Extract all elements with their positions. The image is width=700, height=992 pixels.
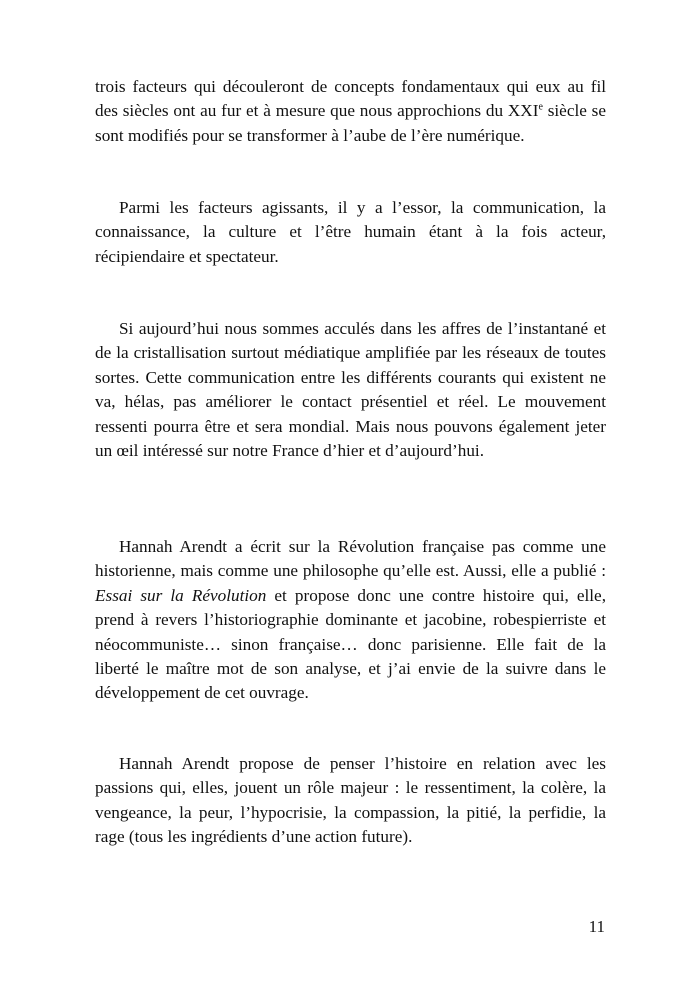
paragraph-1-text-end: siècle se sont modifiés pour se transformer à l’aube de l’ère numérique.	[95, 101, 606, 145]
paragraph-4-text-end: et propose donc une contre histoire qui, elle, prend à revers l’historiographie dominante et jacobine, robespierriste et néocommuniste… sinon française… donc parisienne. Elle fait de la liberté le maître mot de son analyse, et j’ai envie de la suivre dans le développement de cet ouvrage.	[95, 585, 606, 703]
paragraph-4	[95, 535, 606, 706]
book-title: Essai sur la Révolution	[95, 585, 267, 605]
page-number: 11	[588, 917, 605, 936]
paragraph-4-text-start: Hannah Arendt a écrit sur la Révolution française pas comme une historienne, mais comme une philosophe qu’elle est. Aussi, elle a publié :	[95, 537, 606, 581]
paragraph-5: Hannah Arendt propose de penser l’histoire en relation avec les passions qui, elles, jouent un rôle majeur : le ressentiment, la colère, la vengeance, la peur, l’hypocrisie, la compassion, la pitié, la perfidie, la rage (tous les ingrédients d’une action future).	[95, 754, 606, 847]
paragraph-1	[95, 75, 606, 148]
paragraph-3: Si aujourd’hui nous sommes acculés dans les affres de l’instantané et de la cristallisation surtout médiatique amplifiée par les réseaux de toutes sortes. Cette communication entre les différents courants qui existent ne va, hélas, pas améliorer le contact présentiel et réel. Le mouvement ressenti pourra être et sera mondial. Mais nous pouvons également jeter un œil intéressé sur notre France d’hier et d’aujourd’hui.	[95, 319, 606, 461]
paragraph-1-text-start: trois facteurs qui découleront de concepts fondamentaux qui eux au fil des siècles ont au fur et à mesure que nous approchions du XXI	[95, 77, 606, 121]
paragraph-2: Parmi les facteurs agissants, il y a l’essor, la communication, la connaissance, la culture et l’être humain étant à la fois acteur, récipiendaire et spectateur.	[95, 198, 606, 266]
century-superscript: e	[538, 101, 543, 113]
